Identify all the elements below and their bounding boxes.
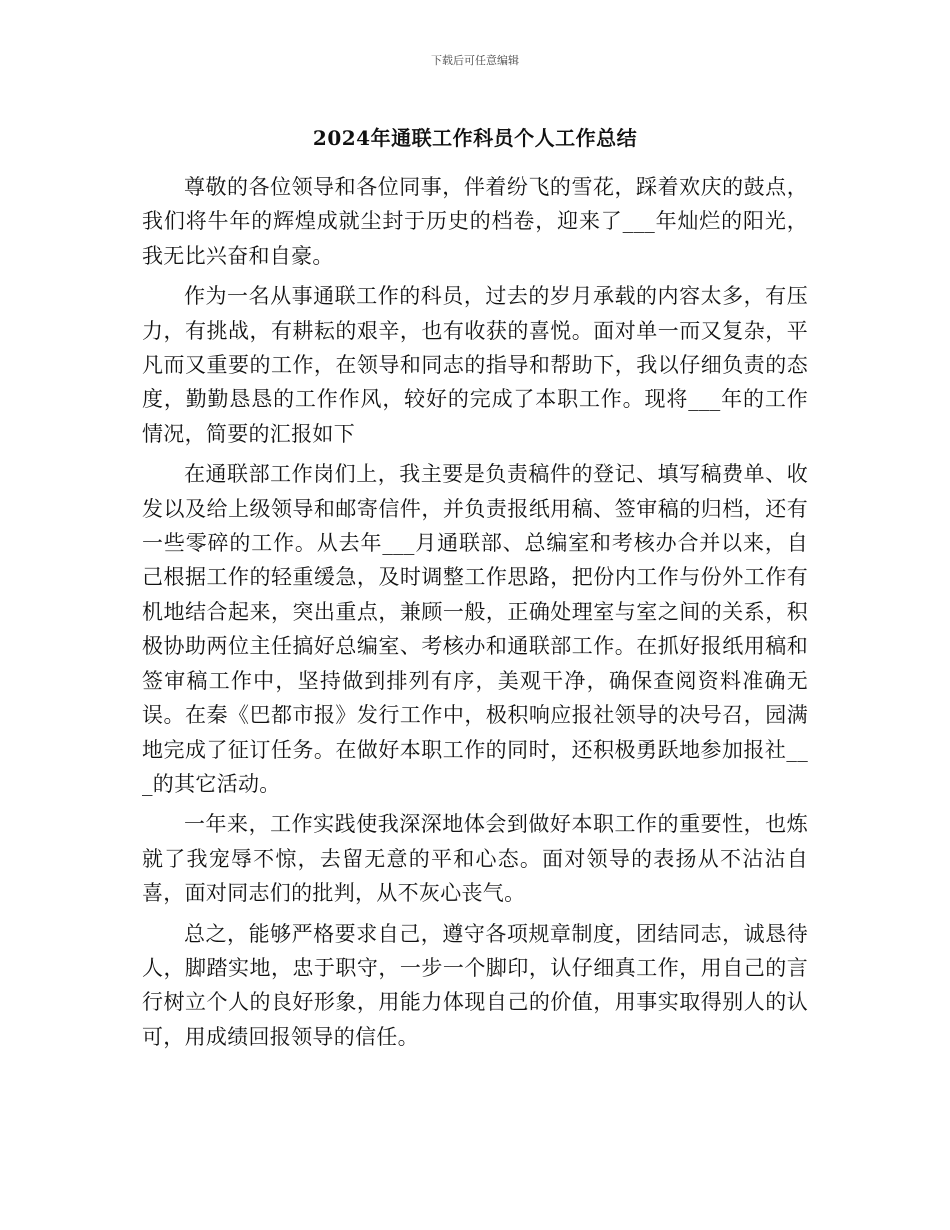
paragraph-introduction: 作为一名从事通联工作的科员，过去的岁月承载的内容太多，有压力，有挑战，有耕耘的艰辛，也有收获的喜悦。面对单一而又复杂，平凡而又重要的工作，在领导和同志的指导和帮助下，我以仔细负责的态度，勤勤恳恳的工作作风，较好的完成了本职工作。现将___年的工作情况，简要的汇报如下 [142, 284, 808, 446]
paragraph-conclusion: 总之，能够严格要求自己，遵守各项规章制度，团结同志，诚恳待人，脚踏实地，忠于职守，一步一个脚印，认仔细真工作，用自己的言行树立个人的良好形象，用能力体现自己的价值，用事实取得别人的认可，用成绩回报领导的信任。 [142, 921, 808, 1049]
document-title: 2024年通联工作科员个人工作总结 [312, 126, 638, 150]
paragraph-reflection: 一年来，工作实践使我深深地体会到做好本职工作的重要性，也炼就了我宠辱不惊，去留无意的平和心态。面对领导的表扬从不沾沾自喜，面对同志们的批判，从不灰心丧气。 [142, 812, 808, 906]
header-note: 下载后可任意编辑 [431, 54, 519, 67]
paragraph-duties: 在通联部工作岗们上，我主要是负责稿件的登记、填写稿费单、收发以及给上级领导和邮寄信件，并负责报纸用稿、签审稿的归档，还有一些零碎的工作。从去年___月通联部、总编室和考核办合并以来，自己根据工作的轻重缓急，及时调整工作思路，把份内工作与份外工作有机地结合起来，突出重点，兼顾一般，正确处理室与室之间的关系，积极协助两位主任搞好总编室、考核办和通联部工作。在抓好报纸用稿和签审稿工作中，坚持做到排列有序，美观干净，确保查阅资料准确无误。在秦《巴都市报》发行工作中，极积响应报社领导的决号召，园满地完成了征订任务。在做好本职工作的同时，还积极勇跃地参加报社___的其它活动。 [142, 462, 808, 796]
paragraph-greeting: 尊敬的各位领导和各位同事，伴着纷飞的雪花，踩着欢庆的鼓点，我们将牛年的辉煌成就尘封于历史的档卷，迎来了___年灿烂的阳光，我无比兴奋和自豪。 [142, 175, 808, 268]
document-body [142, 170, 808, 1060]
